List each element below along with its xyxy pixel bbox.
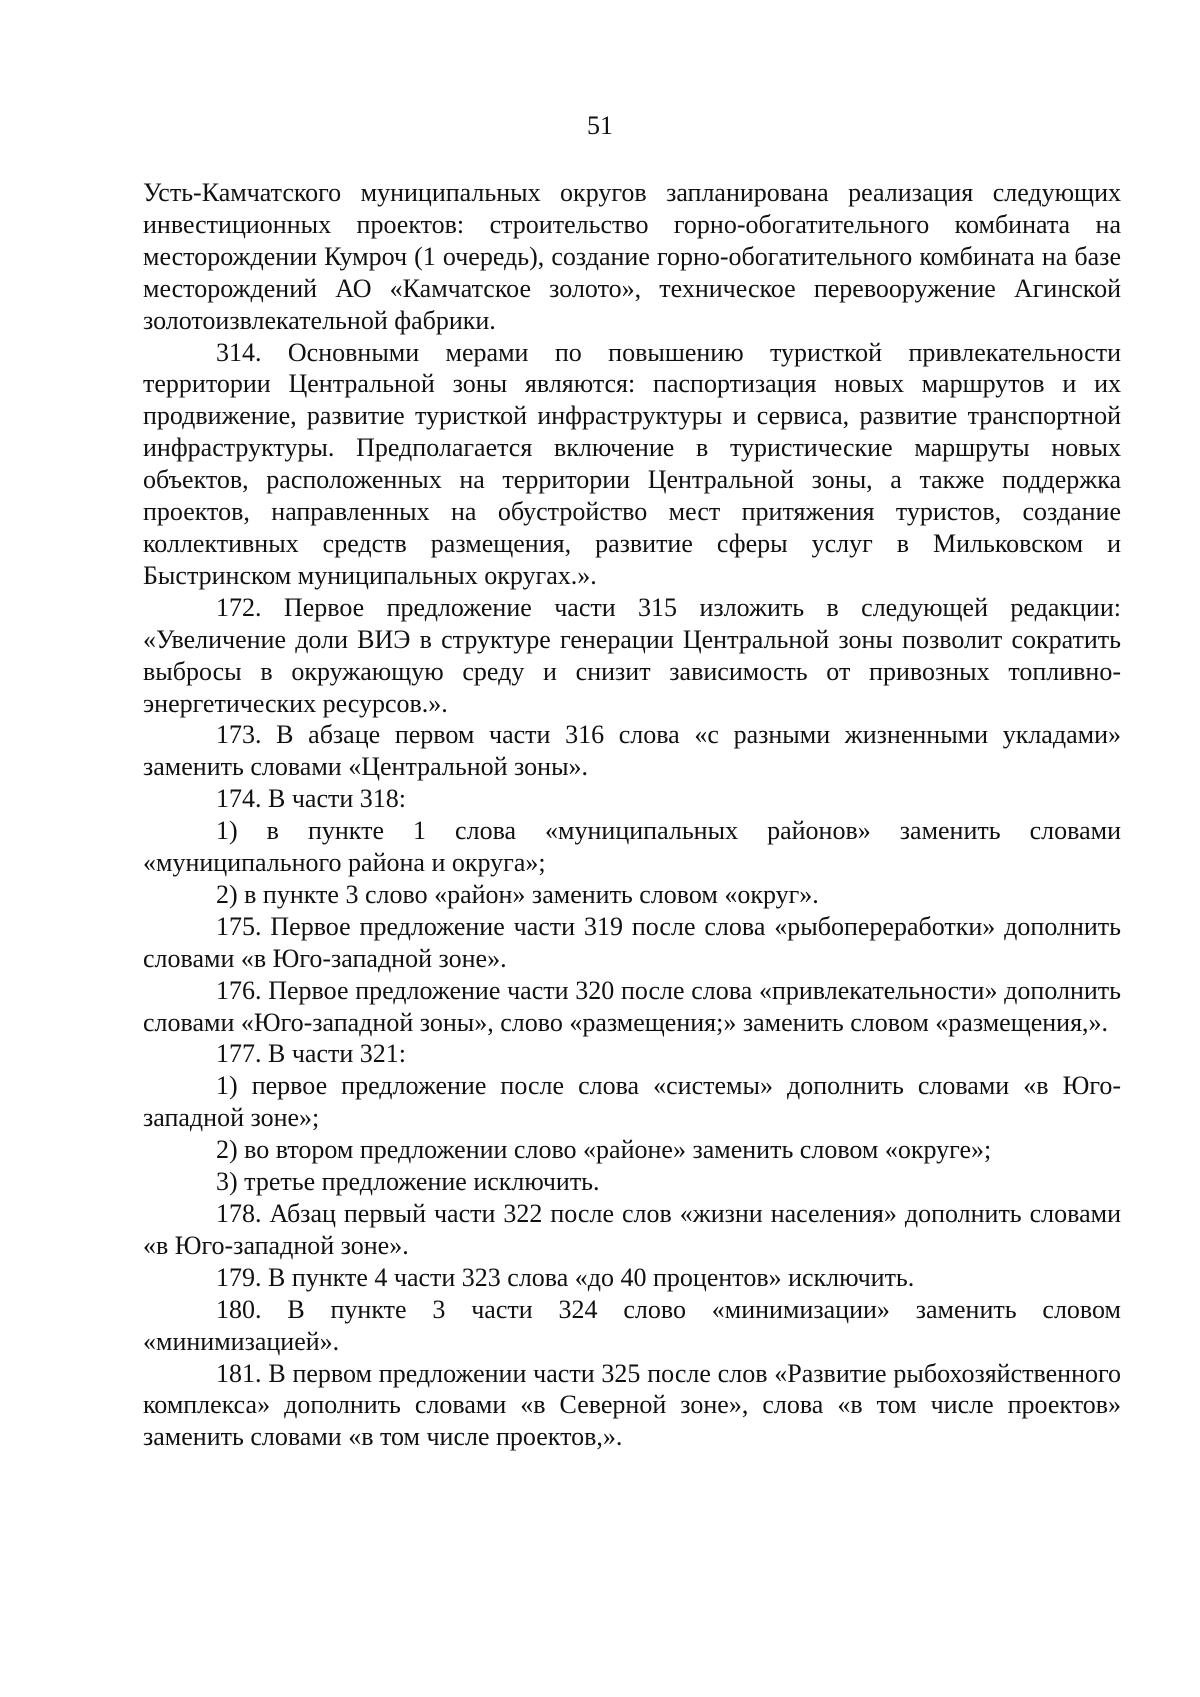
paragraph-178: 178. Абзац первый части 322 после слов «жизни населения» дополнить словами «в Юго-западной зоне».	[143, 1199, 1121, 1260]
page-number: 51	[587, 111, 613, 140]
paragraph-177-item-1: 1) первое предложение после слова «системы» дополнить словами «в Юго-западной зоне»;	[143, 1071, 1121, 1133]
paragraph-179: 179. В пункте 4 части 323 слова «до 40 процентов» исключить.	[216, 1262, 915, 1292]
paragraph-314: 314. Основными мерами по повышению туристкой привлекательности территории Центральной зоны являются: паспортизация новых маршрутов и их продвижение, развитие туристкой инфраструктуры и сервиса, развитие транспортной инфраструктуры. Предполагается включение в туристические маршруты новых объектов, расположенных на территории Центральной зоны, а также поддержка проектов, направленных на обустройство мест притяжения туристов, создание коллективных средств размещения, развитие сферы услуг в Мильковском и Быстринском муниципальных округах.».	[143, 337, 1121, 590]
paragraph-180: 180. В пункте 3 части 324 слово «минимизации» заменить словом «минимизацией».	[143, 1294, 1121, 1356]
paragraph-172: 172. Первое предложение части 315 изложить в следующей редакции: «Увеличение доли ВИЭ в структуре генерации Центральной зоны позволит сократить выбросы в окружающую среду и снизит зависимость от привозных топливно-энергетических ресурсов.».	[143, 592, 1121, 718]
paragraph-177-item-3: 3) третье предложение исключить.	[216, 1167, 600, 1197]
paragraph-174-item-1: 1) в пункте 1 слова «муниципальных районов» заменить словами «муниципального района и округа»;	[143, 816, 1121, 878]
paragraph-177: 177. В части 321:	[216, 1039, 406, 1069]
paragraph-177-item-2: 2) во втором предложении слово «районе» заменить словом «округе»;	[216, 1135, 992, 1165]
paragraph-173: 173. В абзаце первом части 316 слова «с разными жизненными укладами» заменить словами «Центральной зоны».	[143, 720, 1121, 782]
paragraph-174-item-2: 2) в пункте 3 слово «район» заменить словом «округ».	[216, 879, 819, 909]
paragraph-176: 176. Первое предложение части 320 после слова «привлекательности» дополнить словами «Юго-западной зоны», слово «размещения;» заменить словом «размещения,».	[143, 975, 1121, 1037]
paragraph-181: 181. В первом предложении части 325 после слов «Развитие рыбохозяйственного комплекса» дополнить словами «в Северной зоне», слова «в том числе проектов» заменить словами «в том числе проектов,».	[143, 1358, 1121, 1452]
paragraph-175: 175. Первое предложение части 319 после слова «рыбопереработки» дополнить словами «в Юго-западной зоне».	[143, 911, 1121, 973]
document-body	[143, 177, 1121, 1453]
paragraph-continuation: Усть-Камчатского муниципальных округов запланирована реализация следующих инвестиционных проектов: строительство горно-обогатительного комбината на месторождении Кумроч (1 очередь), создание горно-обогатительного комбината на базе месторождений АО «Камчатское золото», техническое перевооружение Агинской золотоизвлекательной фабрики.	[143, 178, 1121, 335]
paragraph-174: 174. В части 318:	[216, 784, 406, 814]
